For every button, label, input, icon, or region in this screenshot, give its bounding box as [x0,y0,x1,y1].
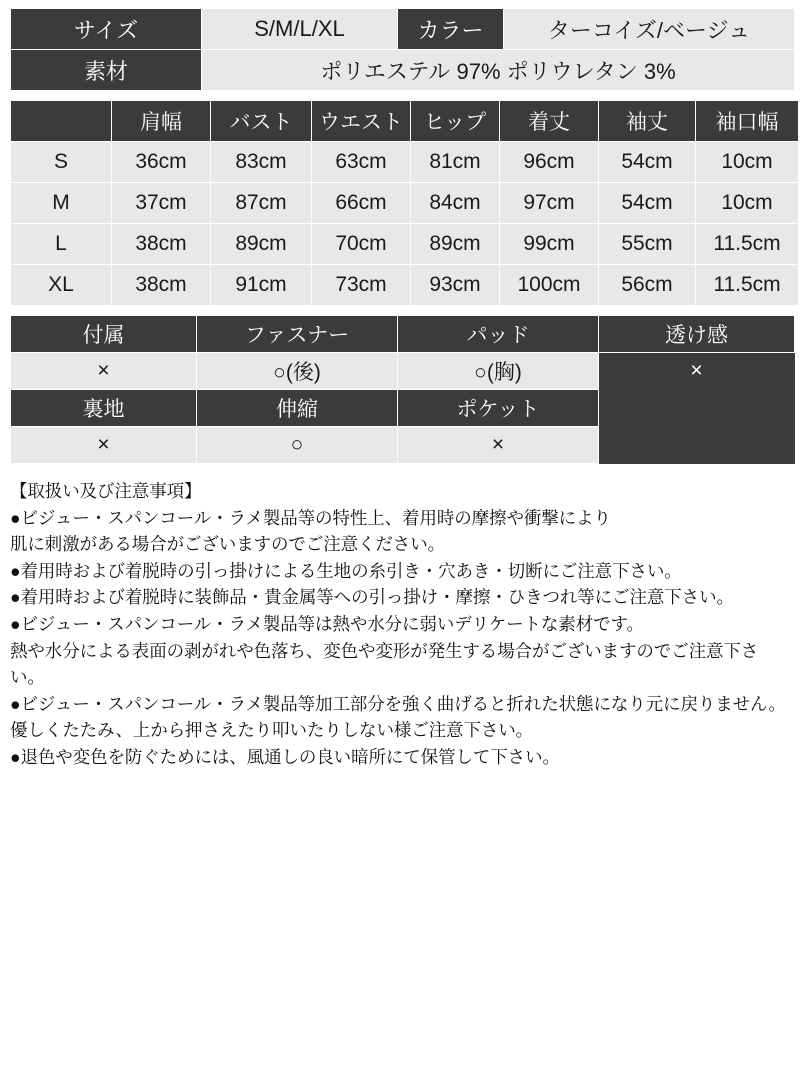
spec-label-color: カラー [398,9,504,50]
table-row [11,353,795,390]
size-cell: 96cm [500,142,599,183]
size-cell: 55cm [599,224,696,265]
size-col-header-6: 袖丈 [599,101,696,142]
size-cell: 91cm [211,265,312,306]
size-cell: 89cm [211,224,312,265]
size-cell: 38cm [112,265,211,306]
note-line: ●ビジュー・スパンコール・ラメ製品等の特性上、着用時の摩擦や衝撃により [10,507,611,528]
note-line: ●着用時および着脱時に装飾品・貴金属等への引っ掛け・摩擦・ひきつれ等にご注意下さい。 [10,587,734,608]
table-row [11,9,795,50]
table-row [11,265,799,306]
attr-value-pad: ○(胸) [398,353,599,390]
attr-value-empty [599,427,795,464]
attr-header-stretch: 伸縮 [197,390,398,427]
note-line: ●ビジュー・スパンコール・ラメ製品等加工部分を強く曲げると折れた状態になり元に戻りません。 [10,693,786,714]
table-row [11,142,799,183]
size-col-header-4: ヒップ [411,101,500,142]
attr-header-sheerness: 透け感 [599,316,795,353]
attr-header-pocket: ポケット [398,390,599,427]
note-line: 優しくたたみ、上から押さえたり叩いたりしない様ご注意下さい。 [10,720,534,741]
size-col-header-1: 肩幅 [112,101,211,142]
size-cell: 11.5cm [696,224,799,265]
note-line: ●着用時および着脱時の引っ掛けによる生地の糸引き・穴あき・切断にご注意下さい。 [10,560,682,581]
care-notes [10,478,790,771]
attr-header-accessory: 付属 [11,316,197,353]
table-row [11,183,799,224]
size-cell: 89cm [411,224,500,265]
size-col-header-5: 着丈 [500,101,599,142]
attr-value-stretch: ○ [197,427,398,464]
size-cell: 73cm [312,265,411,306]
attr-value-zipper: ○(後) [197,353,398,390]
size-row-label-xl: XL [11,265,112,306]
size-cell: 93cm [411,265,500,306]
attr-value-lining: × [11,427,197,464]
size-cell: 56cm [599,265,696,306]
size-cell: 54cm [599,142,696,183]
spec-label-material: 素材 [11,50,202,91]
table-header-row [11,101,799,142]
table-row [11,427,795,464]
spec-value-size: S/M/L/XL [202,9,398,50]
attr-value-accessory: × [11,353,197,390]
size-cell: 10cm [696,183,799,224]
spec-table [10,8,795,91]
size-cell: 37cm [112,183,211,224]
notes-title: 【取扱い及び注意事項】 [10,481,202,501]
attribute-table [10,315,795,464]
table-header-row [11,316,795,353]
size-row-label-m: M [11,183,112,224]
size-cell: 100cm [500,265,599,306]
note-line: ●ビジュー・スパンコール・ラメ製品等は熱や水分に弱いデリケートな素材です。 [10,613,644,634]
size-cell: 81cm [411,142,500,183]
size-cell: 66cm [312,183,411,224]
attr-header-zipper: ファスナー [197,316,398,353]
attr-header-pad: パッド [398,316,599,353]
note-line: 肌に刺激がある場合がございますのでご注意ください。 [10,534,445,555]
table-row [11,50,795,91]
size-row-label-l: L [11,224,112,265]
size-measurement-table [10,100,799,306]
spec-value-color: ターコイズ/ベージュ [504,9,795,50]
attr-header-lining: 裏地 [11,390,197,427]
attr-header-empty [599,390,795,427]
size-cell: 11.5cm [696,265,799,306]
product-spec-page [0,8,800,1075]
attr-value-pocket: × [398,427,599,464]
attr-value-sheerness: × [599,353,795,390]
note-line: 熱や水分による表面の剥がれや色落ち、変色や変形が発生する場合がございますのでご注意下さい。 [10,640,759,688]
size-cell: 10cm [696,142,799,183]
size-cell: 83cm [211,142,312,183]
size-cell: 38cm [112,224,211,265]
size-cell: 54cm [599,183,696,224]
size-cell: 87cm [211,183,312,224]
spec-value-material: ポリエステル 97% ポリウレタン 3% [202,50,795,91]
size-cell: 97cm [500,183,599,224]
table-header-row [11,390,795,427]
table-row [11,224,799,265]
size-col-header-2: バスト [211,101,312,142]
size-row-label-s: S [11,142,112,183]
size-col-header-3: ウエスト [312,101,411,142]
size-cell: 63cm [312,142,411,183]
size-col-header-7: 袖口幅 [696,101,799,142]
size-cell: 99cm [500,224,599,265]
size-cell: 84cm [411,183,500,224]
note-line: ●退色や変色を防ぐためには、風通しの良い暗所にて保管して下さい。 [10,746,560,767]
size-cell: 70cm [312,224,411,265]
spec-label-size: サイズ [11,9,202,50]
size-col-header-0 [11,101,112,142]
size-cell: 36cm [112,142,211,183]
